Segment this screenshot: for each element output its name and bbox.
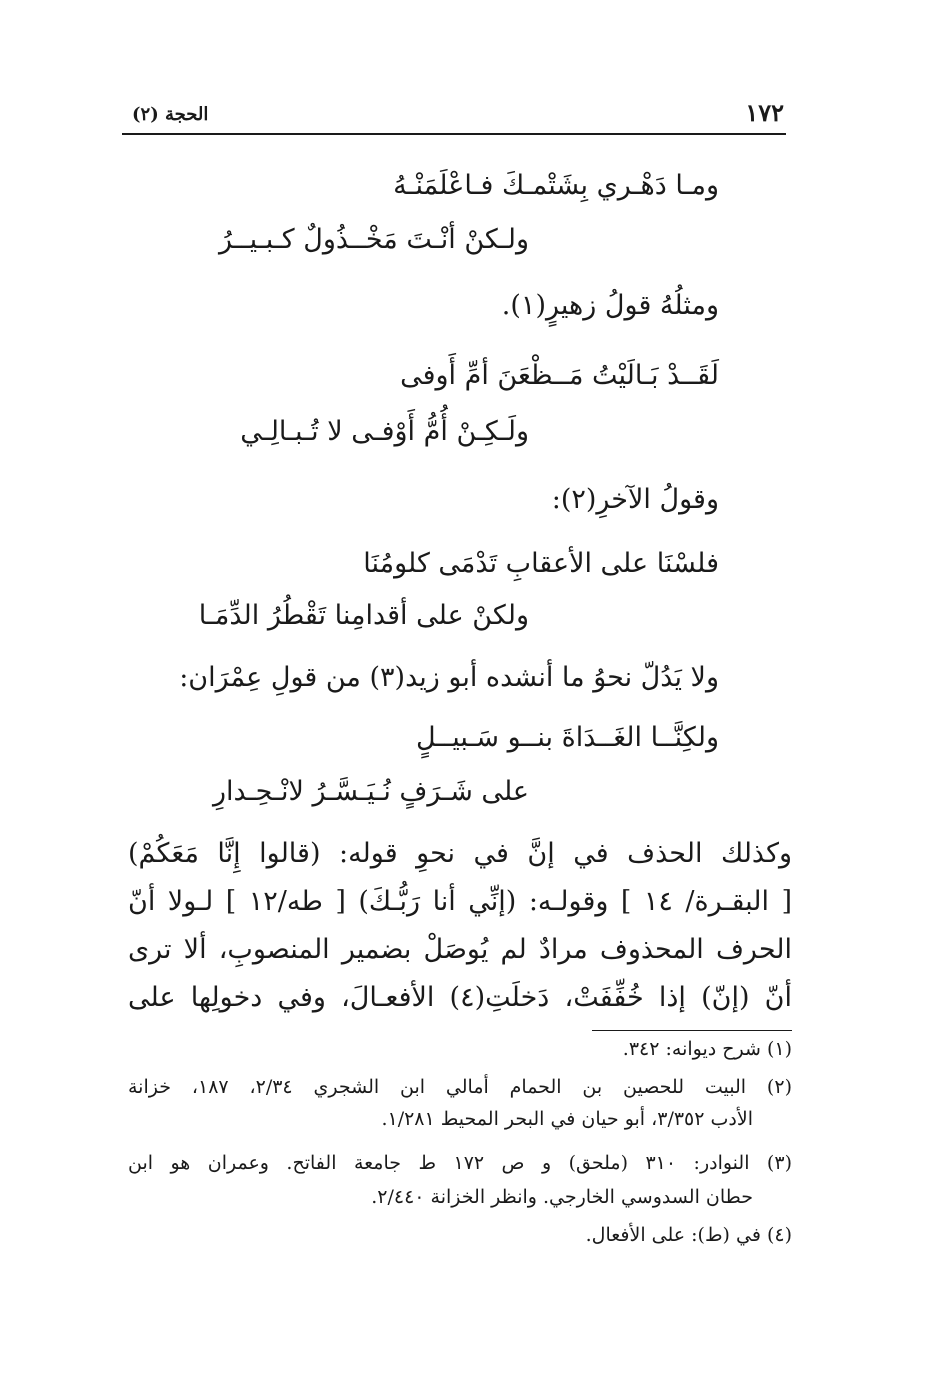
paragraph-line-3: الحرف المحذوف مرادٌ لم يُوصَلْ بضمير المنصوبِ، ألا ترى (128, 934, 792, 965)
paragraph-line-4: أنّ (إنّ) إذا خُفِّفَتْ، دَخلَتِ(٤) الأفعـالَ، وفي دخولِها على (128, 982, 793, 1013)
footnote-3-line-2: حطان السدوسي الخارجي. وانظر الخزانة ٢/٤٤٠. (371, 1186, 753, 1208)
footnote-2-line-2: الأدب ٣/٣٥٢، أبو حيان في البحر المحيط ١/٢٨١. (381, 1108, 753, 1130)
page-number: ١٧٢ (745, 98, 784, 127)
running-title: الحجة (٢) (132, 104, 209, 125)
verse1-first-hemistich: ومـا دَهْـري بِشَتْمـكَ فـاعْلَمَنْـهُ (393, 170, 719, 201)
header-rule (122, 133, 786, 135)
verse3-first-hemistich: فلسْنَا على الأعقابِ تَدْمَى كلومُنَا (363, 548, 719, 579)
verse4-first-hemistich: ولكِنَّــا الغَــدَاةَ بنــو سَـبيــلٍ (415, 722, 719, 753)
paragraph-line-1: وكذلك الحذف في إنَّ في نحوِ قوله: (قالوا إِنَّا مَعَكُمْ) (128, 838, 792, 869)
verse1-second-hemistich: ولـكنْ أنْـتَ مَخْــذُولٌ كـبـيــرُ (218, 224, 529, 255)
verse3-second-hemistich: ولكنْ على أقدامِنا تَقْطُرُ الدِّمَـا (198, 600, 529, 631)
footnote-separator (592, 1030, 792, 1031)
footnote-3-line-1: (٣) النوادر: ٣١٠ (ملحق) و ص ١٧٢ ط جامعة الفاتح. وعمران هو ابن (128, 1152, 792, 1174)
verse2-first-hemistich: لَقَــدْ بَـالَيْتُ مَــظْعَنَ أمِّ أَوفى (400, 360, 719, 391)
footnote-2-line-1: (٢) البيت للحصين بن الحمام أمالي ابن الشجري ٢/٣٤، ١٨٧، خزانة (128, 1076, 792, 1098)
footnote-1: (١) شرح ديوانه: ٣٤٢. (622, 1038, 792, 1060)
intro-line-zuhair: ومثلُهُ قولُ زهيرٍ(١). (501, 290, 719, 321)
verse4-second-hemistich: على شَـرَفٍ نُـيَـسَّـرُ لانْـحِـدارِ (213, 776, 529, 807)
paragraph-line-2: [ البقـرة/ ١٤ ] وقولـه: (إنِّي أنا رَبُّـكَ) [ طه/١٢ ] لـولا أنّ (128, 886, 792, 917)
page-header (122, 98, 786, 132)
intro-line-abu-zayd: ولا يَدُلّ نحوُ ما أنشده أبو زيد(٣) من قولِ عِمْرَان: (179, 662, 719, 693)
footnote-4: (٤) في (ط): على الأفعال. (585, 1224, 792, 1246)
verse2-second-hemistich: ولَـكِـنْ أُمُّ أَوْفـى لا تُـبـالِـي (240, 416, 529, 447)
intro-line-other-poet: وقولُ الآخرِ(٢): (551, 484, 719, 515)
